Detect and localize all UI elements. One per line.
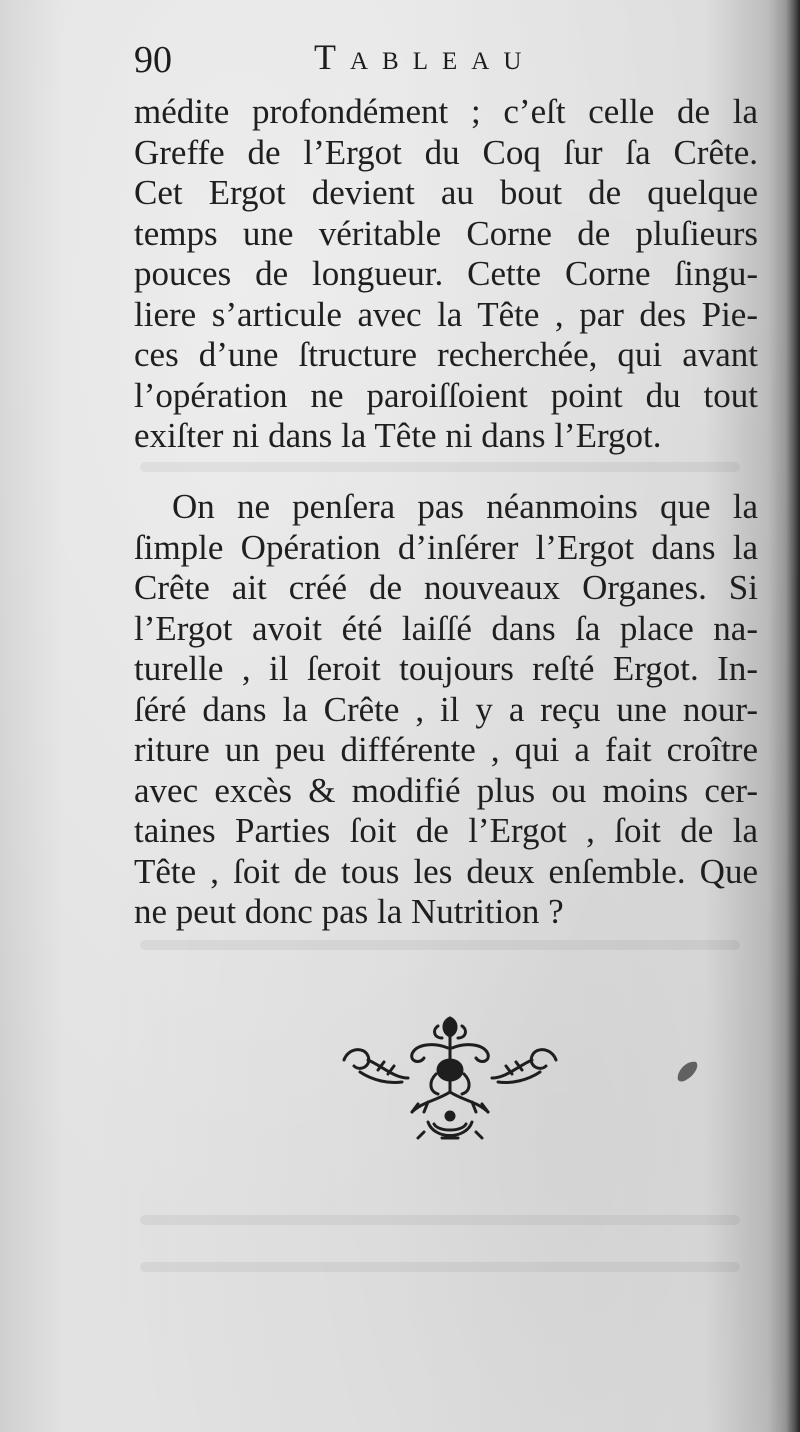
text-line: l’opération ne paroiſſoient point du tout [134, 375, 758, 415]
paper-stain-icon [672, 1056, 702, 1086]
text-line: avec excès & modifié plus ou moins cer- [134, 770, 758, 810]
show-through-line [140, 462, 740, 472]
page-header [134, 34, 754, 84]
show-through-line [140, 940, 740, 950]
page-number: 90 [134, 39, 172, 81]
text-line: taines Parties ſoit de l’Ergot , ſoit de la [134, 811, 758, 850]
text-line: turelle , il ſeroit toujours reſté Ergot. In- [134, 649, 758, 688]
text-line: liere s’articule avec la Tête , par des Pie- [134, 294, 758, 334]
text-line: Cet Ergot devient au bout de quelque [134, 173, 758, 212]
text-line: ces d’une ſtructure recherchée, qui avant [134, 335, 758, 374]
text-line: temps une véritable Corne de pluſieurs [134, 213, 758, 253]
text-line: ſéré dans la Crête , il y a reçu une nour- [134, 689, 758, 729]
paragraph-1 [134, 92, 758, 457]
text-line: Crête ait créé de nouveaux Organes. Si [134, 568, 758, 607]
text-line: riture un peu différente , qui a fait croître [134, 730, 758, 769]
show-through-line [140, 1215, 740, 1225]
text-line: médite profondément ; c’eſt celle de la [134, 92, 758, 131]
text-line: exiſter ni dans la Tête ni dans l’Ergot. [134, 416, 662, 455]
text-line: ſimple Opération d’inſérer l’Ergot dans la [134, 527, 758, 567]
paragraph-2 [134, 487, 758, 933]
running-title: Tableau [314, 37, 536, 77]
text-line: ne peut donc pas la Nutrition ? [134, 892, 564, 931]
text-line: Greffe de l’Ergot du Coq ſur ſa Crête. [134, 132, 758, 172]
text-line: Tête , ſoit de tous les deux enſemble. Que [134, 851, 758, 891]
text-line: l’Ergot avoit été laiſſé dans ſa place na- [134, 608, 758, 648]
text-line: pouces de longueur. Cette Corne ſingu- [134, 254, 758, 293]
fleuron-ornament-icon [338, 1012, 562, 1152]
show-through-line [140, 1262, 740, 1272]
text-line: On ne penſera pas néanmoins que la [172, 487, 758, 526]
page-edge-shadow [786, 0, 800, 1432]
